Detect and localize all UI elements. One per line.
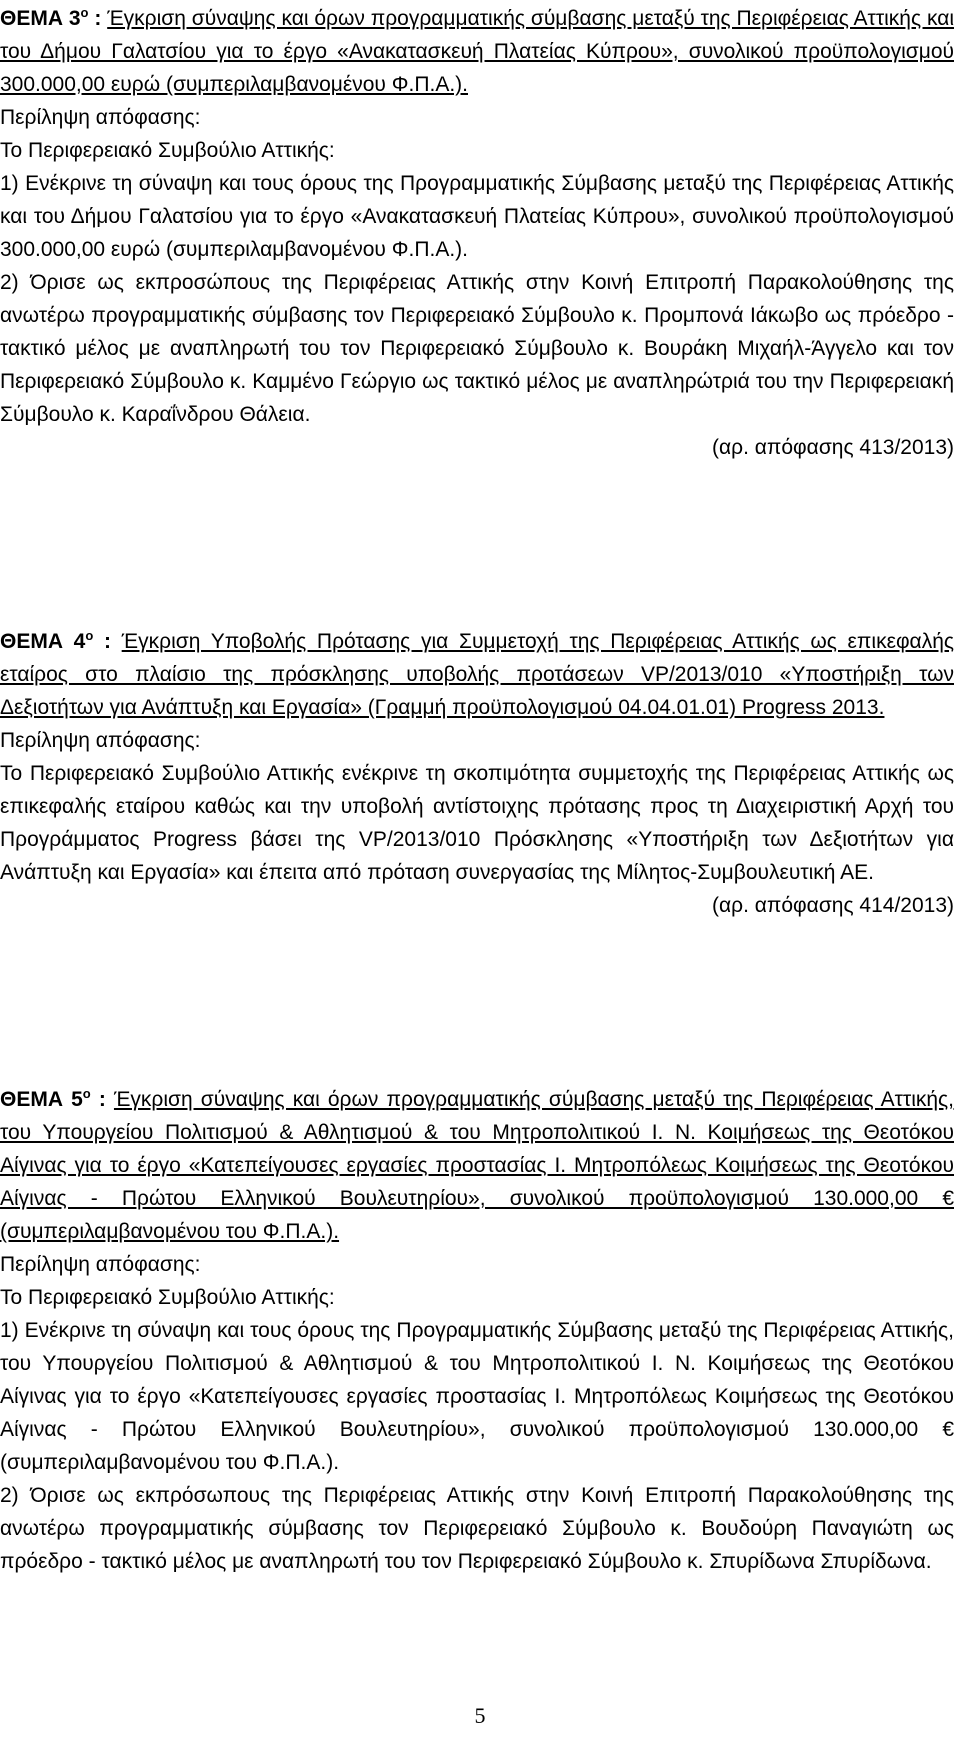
- council-line: Το Περιφερειακό Συμβούλιο Αττικής:: [0, 1286, 335, 1309]
- decision-item-2: 2) Όρισε ως εκπρόσωπους της Περιφέρειας Αττικής στην Κοινή Επιτροπή Παρακολούθησης της ανωτέρω προγραμματικής σύμβασης τον Περιφερειακό Σύμβουλο κ. Βουδούρη Παναγιώτη ως πρόεδρο - τακτικό μέλος με αναπληρωτή του τον Περιφερειακό Σύμβουλο κ. Σπυρίδωνα Σπυρίδωνα.: [0, 1484, 954, 1573]
- summary-label: Περίληψη απόφασης:: [0, 1253, 201, 1276]
- decision-item-1: 1) Ενέκρινε τη σύναψη και τους όρους της Προγραμματικής Σύμβασης μεταξύ της Περιφέρειας Αττικής και του Δήμου Γαλατσίου για το έργο «Ανακατασκευή Πλατείας Κύπρου», συνολικού προϋπολογισμού 300.000,00 ευρώ (συμπεριλαμβανομένου Φ.Π.Α.).: [0, 172, 954, 261]
- theme-5-title: Έγκριση σύναψης και όρων προγραμματικής σύμβασης μεταξύ της Περιφέρειας Αττικής, του Υπουργείου Πολιτισμού & Αθλητισμού & του Μητροπολιτικού Ι. Ν. Κοιμήσεως της Θεοτόκου Αίγινας για το έργο «Κατεπείγουσες εργασίες προστασίας Ι. Μητροπόλεως Κοιμήσεως της Θεοτόκου Αίγινας - Πρώτου Ελληνικού Βουλευτηρίου», συνολικού προϋπολογισμού 130.000,00 € (συμπεριλαμβανομένου του Φ.Π.Α.).: [0, 1088, 955, 1243]
- theme-3-label: ΘΕΜΑ $3^o$ :: [0, 5, 102, 30]
- decision-reference: (αρ. απόφασης 414/2013): [712, 894, 954, 917]
- theme-3-heading: [0, 2, 954, 101]
- theme-5-section: [0, 1083, 954, 1578]
- theme-4-title: Έγκριση Υποβολής Πρότασης για Συμμετοχή της Περιφέρειας Αττικής ως επικεφαλής εταίρος στο πλαίσιο της πρόσκλησης υποβολής προτάσεων VP/2013/010 «Υποστήριξη των Δεξιοτήτων για Ανάπτυξη και Εργασία» (Γραμμή προϋπολογισμού 04.04.01.01) Progress 2013.: [0, 630, 954, 719]
- decision-reference: (αρ. απόφασης 413/2013): [712, 436, 954, 459]
- theme-5-heading: [0, 1083, 954, 1248]
- decision-body: Το Περιφερειακό Συμβούλιο Αττικής ενέκρινε τη σκοπιμότητα συμμετοχής της Περιφέρειας Αττικής ως επικεφαλής εταίρου καθώς και την υποβολή αντίστοιχης πρότασης προς τη Διαχειριστική Αρχή του Προγράμματος Progress βάσει της VP/2013/010 Πρόσκλησης «Υποστήριξη των Δεξιοτήτων για Ανάπτυξη και Εργασία» και έπειτα από πρόταση συνεργασίας της Μίλητος-Συμβουλευτική ΑΕ.: [0, 762, 954, 884]
- council-line: Το Περιφερειακό Συμβούλιο Αττικής:: [0, 139, 335, 162]
- theme-5-label: ΘΕΜΑ $5^o$ :: [0, 1086, 106, 1111]
- summary-label: Περίληψη απόφασης:: [0, 729, 201, 752]
- summary-label: Περίληψη απόφασης:: [0, 106, 201, 129]
- theme-4-section: [0, 625, 954, 922]
- theme-4-label: ΘΕΜΑ $4^o$ :: [0, 628, 111, 653]
- page-number: 5: [474, 1703, 486, 1728]
- theme-3-section: [0, 2, 954, 464]
- decision-item-1: 1) Ενέκρινε τη σύναψη και τους όρους της Προγραμματικής Σύμβασης μεταξύ της Περιφέρειας Αττικής, του Υπουργείου Πολιτισμού & Αθλητισμού & του Μητροπολιτικού Ι. Ν. Κοιμήσεως της Θεοτόκου Αίγινας για το έργο «Κατεπείγουσες εργασίες προστασίας Ι. Μητροπόλεως Κοιμήσεως της Θεοτόκου Αίγινας - Πρώτου Ελληνικού Βουλευτηρίου», συνολικού προϋπολογισμού 130.000,00 € (συμπεριλαμβανομένου του Φ.Π.Α.).: [0, 1319, 954, 1474]
- theme-4-heading: [0, 625, 954, 724]
- theme-3-title: Έγκριση σύναψης και όρων προγραμματικής σύμβασης μεταξύ της Περιφέρειας Αττικής και του Δήμου Γαλατσίου για το έργο «Ανακατασκευή Πλατείας Κύπρου», συνολικού προϋπολογισμού 300.000,00 ευρώ (συμπεριλαμβανομένου Φ.Π.Α.).: [0, 7, 955, 96]
- decision-item-2: 2) Όρισε ως εκπροσώπους της Περιφέρειας Αττικής στην Κοινή Επιτροπή Παρακολούθησης της ανωτέρω προγραμματικής σύμβασης τον Περιφερειακό Σύμβουλο κ. Προμπονά Ιάκωβο ως πρόεδρο - τακτικό μέλος με αναπληρωτή του τον Περιφερειακό Σύμβουλο κ. Βουράκη Μιχαήλ-Άγγελο και τον Περιφερειακό Σύμβουλο κ. Καμμένο Γεώργιο ως τακτικό μέλος με αναπληρώτριά του την Περιφερειακή Σύμβουλο κ. Καραΐνδρου Θάλεια.: [0, 271, 954, 426]
